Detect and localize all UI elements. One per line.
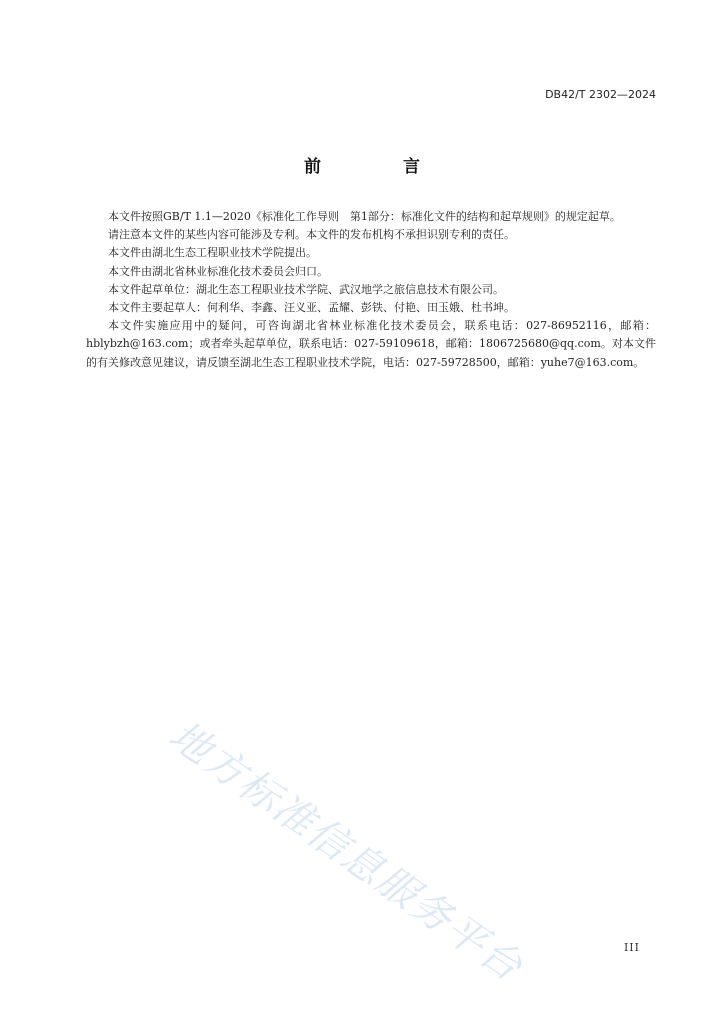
paragraph-proposer: 本文件由湖北生态工程职业技术学院提出。 — [108, 246, 317, 260]
page-number: III — [623, 941, 640, 954]
watermark: 地方标准信息服务平台 — [160, 712, 532, 992]
paragraph-contact-info: 本文件实施应用中的疑问，可咨询湖北省林业标准化技术委员会，联系电话：027-86952116，邮箱：hblybzh@163.com；或者牵头起草单位，联系电话：027-59109618，邮箱：1806725680@qq.com。对本文件的有关修改意见建议，请反馈至湖北生态工程职业技术学院，电话：027-59728500，邮箱：yuhe7@163.com。 — [86, 319, 656, 369]
paragraph-drafting-basis: 本文件按照GB/T 1.1—2020《标准化工作导则 第1部分：标准化文件的结构和起草规则》的规定起草。 — [108, 210, 621, 223]
paragraph-drafters: 本文件主要起草人：何利华、李鑫、汪义亚、孟耀、彭铁、付艳、田玉娥、杜书坤。 — [108, 301, 515, 315]
paragraph-drafting-units: 本文件起草单位：湖北生态工程职业技术学院、武汉地学之旅信息技术有限公司。 — [108, 282, 504, 296]
section-title: 前 言 — [304, 157, 458, 177]
paragraph-responsible-committee: 本文件由湖北省林业标准化技术委员会归口。 — [108, 264, 328, 278]
foreword-body — [86, 208, 656, 372]
document-code: DB42/T 2302—2024 — [545, 88, 656, 101]
paragraph-patent-notice: 请注意本文件的某些内容可能涉及专利。本文件的发布机构不承担识别专利的责任。 — [108, 228, 515, 242]
